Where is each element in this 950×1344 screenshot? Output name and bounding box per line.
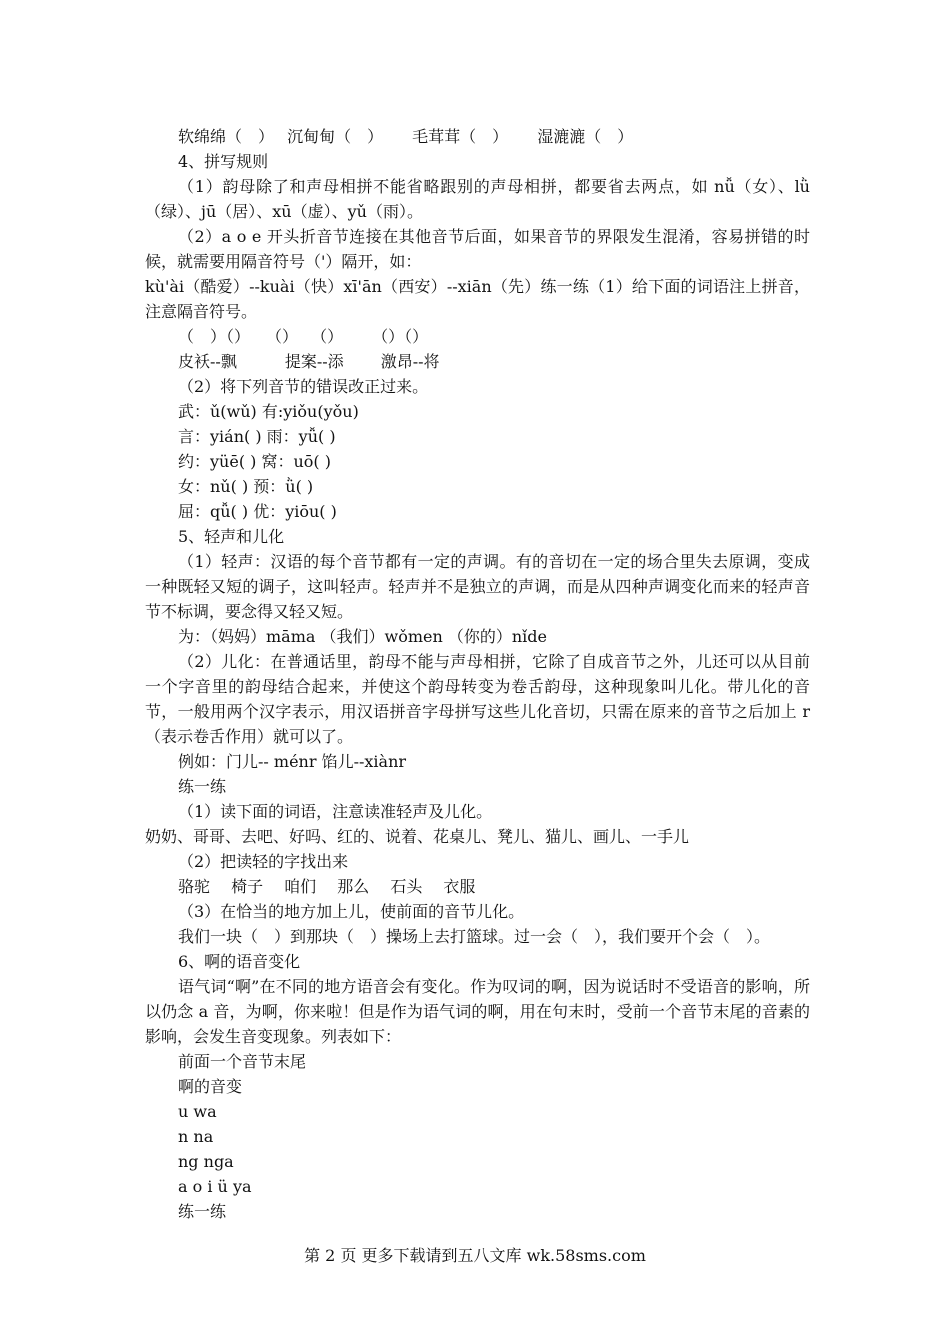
text-line: 皮袄--飘 提案--添 激昂--将	[178, 352, 440, 371]
text-line: （ ）（） （） （） （）（）	[178, 327, 429, 346]
text-line: 骆驼 椅子 咱们 那么 石头 衣服	[178, 877, 476, 896]
text-line: ng nga	[178, 1152, 234, 1171]
text-line: 女：nǔ( ) 预：ǜ( )	[178, 477, 314, 496]
text-line: 为：（妈妈）māma （我们）wǒmen （你的）nǐde	[178, 627, 548, 646]
text-line: 屈：qǚ( ) 优：yiōu( )	[178, 502, 337, 521]
paragraph: （1）韵母除了和声母相拼不能省略跟别的声母相拼，都要省去两点，如 nǚ（女）、lǜ（绿）、jū（居）、xū（虚）、yǔ（雨）。	[145, 177, 810, 221]
text-line: 练一练	[178, 777, 227, 796]
page-body	[145, 124, 810, 1224]
text-line: 例如：门儿-- ménr 馅儿--xiànr	[178, 752, 407, 771]
paragraph: （2）a o e 开头折音节连接在其他音节后面，如果音节的界限发生混淆，容易拼错的时候，就需要用隔音符号（'）隔开，如：	[145, 227, 810, 271]
text-line: 软绵绵（ ） 沉甸甸（ ） 毛茸茸（ ） 湿漉漉（ ）	[178, 127, 634, 146]
paragraph: （1）轻声：汉语的每个音节都有一定的声调。有的音切在一定的场合里失去原调，变成一种既轻又短的调子，这叫轻声。轻声并不是独立的声调，而是从四种声调变化而来的轻声音节不标调，要念得又轻又短。	[145, 552, 810, 621]
text-line: 啊的音变	[178, 1077, 243, 1096]
paragraph: kù'ài（酷爱）--kuài（快）xī'ān（西安）--xiān（先）练一练（1）给下面的词语注上拼音，注意隔音符号。	[145, 277, 810, 321]
text-line: 我们一块（ ）到那块（ ）操场上去打篮球。过一会（ ），我们要开个会（ ）。	[178, 927, 771, 946]
text-line: u wa	[178, 1102, 217, 1121]
text-line: （3）在恰当的地方加上儿，使前面的音节儿化。	[178, 902, 525, 921]
paragraph: 语气词“啊”在不同的地方语音会有变化。作为叹词的啊，因为说话时不受语音的影响，所以仍念 a 音，为啊，你来啦！但是作为语气词的啊，用在句末时，受前一个音节末尾的音素的影响，会发生音变现象。列表如下：	[145, 977, 810, 1046]
text-line: （2）把读轻的字找出来	[178, 852, 349, 871]
section-heading: 4、拼写规则	[178, 152, 269, 171]
text-line: a o i ü ya	[178, 1177, 252, 1196]
paragraph: （2）儿化：在普通话里，韵母不能与声母相拼，它除了自成音节之外，儿还可以从目前一个字音里的韵母结合起来，并使这个韵母转变为卷舌韵母，这种现象叫儿化。带儿化的音节，一般用两个汉字表示，用汉语拼音字母拼写这些儿化音切，只需在原来的音节之后加上 r（表示卷舌作用）就可以了。	[145, 652, 810, 746]
text-line: 言：yián( ) 雨：yǚ( )	[178, 427, 336, 446]
page-footer: 第 2 页 更多下载请到五八文库 wk.58sms.com	[304, 1246, 646, 1265]
text-line: 武：ǔ(wǔ) 有:yiǒu(yǒu)	[178, 402, 359, 421]
text-line: （2）将下列音节的错误改正过来。	[178, 377, 429, 396]
text-line: n na	[178, 1127, 214, 1146]
text-line: 约：yüē( ) 窝：uō( )	[178, 452, 331, 471]
text-line: 前面一个音节末尾	[178, 1052, 307, 1071]
section-heading: 6、啊的语音变化	[178, 952, 301, 971]
text-line: 奶奶、哥哥、去吧、好吗、红的、说着、花桌儿、凳儿、猫儿、画儿、一手儿	[145, 827, 690, 846]
text-line: 练一练	[178, 1202, 227, 1221]
section-heading: 5、轻声和儿化	[178, 527, 285, 546]
text-line: （1）读下面的词语，注意读准轻声及儿化。	[178, 802, 493, 821]
